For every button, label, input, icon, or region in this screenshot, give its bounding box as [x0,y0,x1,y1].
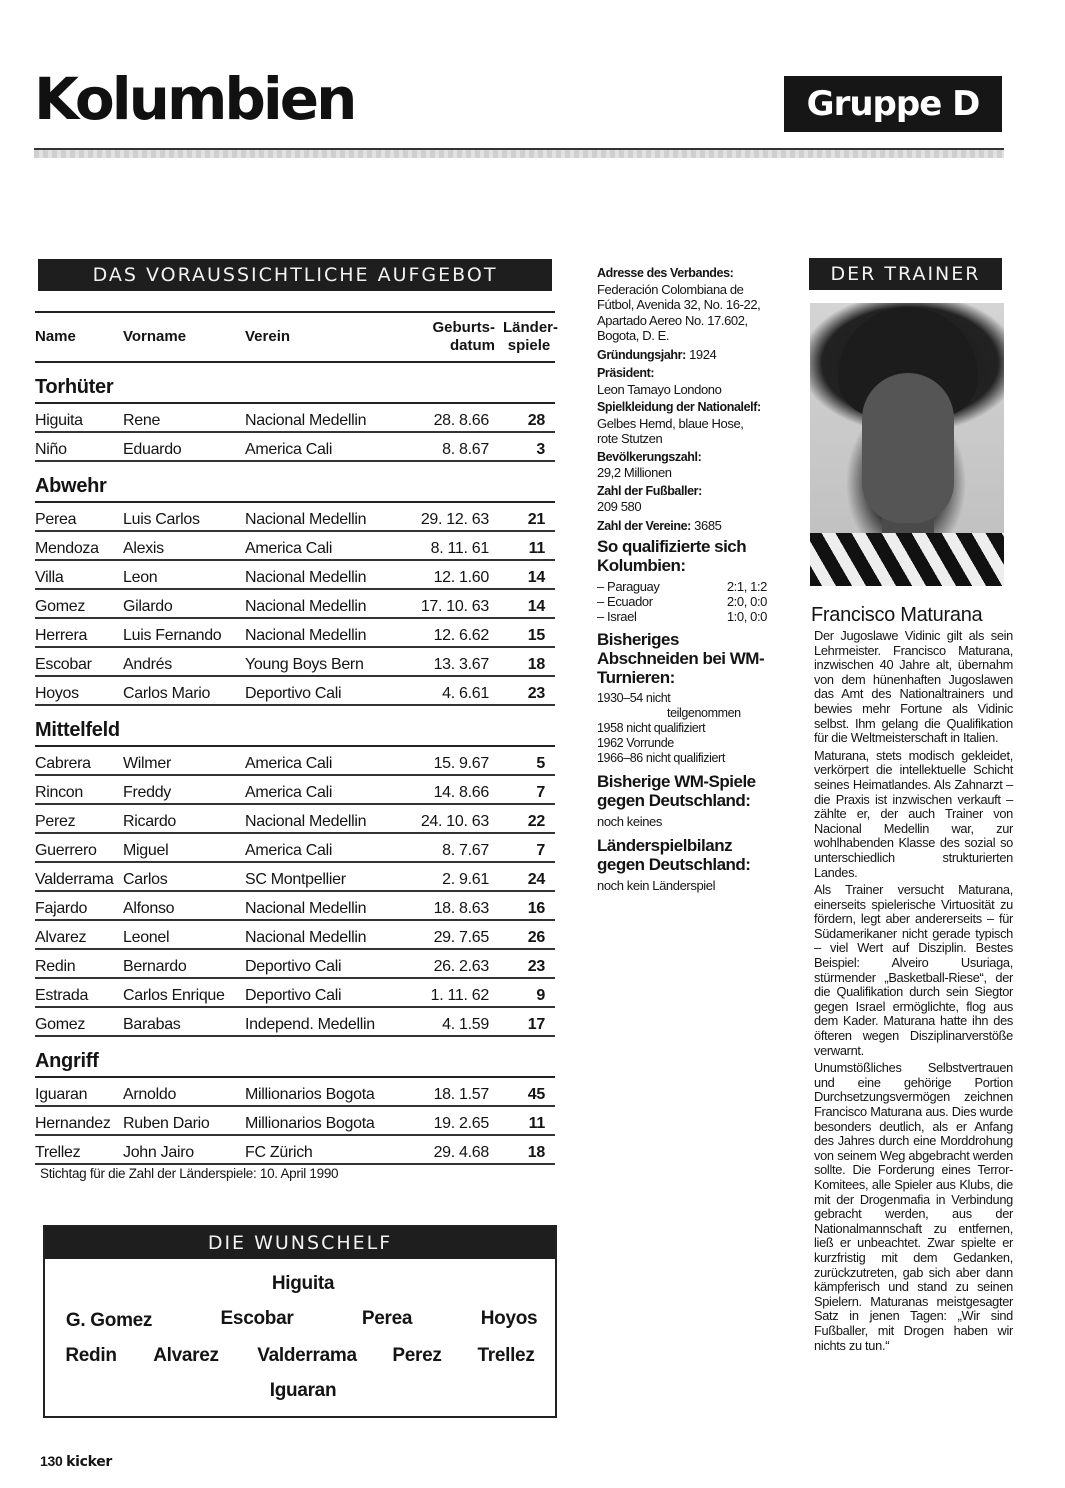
player-birthdate: 8. 7.67 [415,833,503,862]
col-laenderspiele-line2: spiele [507,337,551,354]
player-vorname: Miguel [123,833,245,862]
player-caps: 3 [503,432,555,461]
player-row [35,531,555,560]
coach-photo [810,303,1004,586]
bilanz-title: Länderspielbilanz gegen Deutschland: [597,835,751,874]
player-row [35,833,555,862]
player-row [35,891,555,920]
player-caps: 23 [503,949,555,978]
player-name: Herrera [35,618,123,647]
player-caps: 22 [503,804,555,833]
group-badge: Gruppe D [784,76,1002,132]
player-name: Redin [35,949,123,978]
player-row [35,978,555,1007]
qualification-result: 2:0, 0:0 [726,594,767,609]
player-club: SC Montpellier [245,862,415,891]
player-vorname: Alexis [123,531,245,560]
qualification-row [597,594,767,609]
player-row [35,432,555,461]
player-name: Iguaran [35,1077,123,1106]
player-name: Trellez [35,1135,123,1164]
player-club: Nacional Medellin [245,920,415,949]
player-caps: 11 [503,1106,555,1135]
player-vorname: Carlos [123,862,245,891]
col-geburtsdatum-line2: datum [450,337,495,354]
player-birthdate: 2. 9.61 [415,862,503,891]
squad-banner: DAS VORAUSSICHTLICHE AUFGEBOT [38,259,552,291]
wunschelf-midfielder: Perez [392,1345,442,1366]
player-caps: 21 [503,502,555,531]
address-value: Federación Colombiana de Fútbol, Avenida 32, No. 16-22, Apartado Aereo No. 17.602, Bogota, D. E. [597,281,761,343]
squad-section-title: Mittelfeld [35,705,555,746]
wunschelf-banner: DIE WUNSCHELF [45,1227,555,1259]
qualification-row [597,579,767,594]
history-title: Bisheriges Abschneiden bei WM-Turnieren: [597,630,765,687]
col-name: Name [35,312,123,362]
president-value: Leon Tamayo Londono [597,381,722,397]
player-club: America Cali [245,531,415,560]
footballers-label: Zahl der Fußballer: [597,483,702,498]
player-name: Hoyos [35,676,123,705]
player-birthdate: 29. 7.65 [415,920,503,949]
squad-section-row [35,461,555,502]
player-birthdate: 29. 12. 63 [415,502,503,531]
history-item: 1958 nicht qualifiziert [597,721,706,735]
player-vorname: Carlos Enrique [123,978,245,1007]
player-row [35,1007,555,1036]
col-laenderspiele-line1: Länder- [503,319,559,336]
player-birthdate: 12. 1.60 [415,560,503,589]
player-birthdate: 18. 8.63 [415,891,503,920]
player-birthdate: 17. 10. 63 [415,589,503,618]
squad-header-row [35,312,555,362]
player-birthdate: 28. 8.66 [415,403,503,432]
player-row [35,589,555,618]
player-vorname: Wilmer [123,746,245,775]
vs-germany-value: noch keines [597,814,662,829]
player-club: Deportivo Cali [245,949,415,978]
player-name: Gomez [35,589,123,618]
player-caps: 45 [503,1077,555,1106]
player-vorname: Luis Carlos [123,502,245,531]
player-birthdate: 1. 11. 62 [415,978,503,1007]
squad-section-row [35,705,555,746]
founded-label: Gründungsjahr: [597,347,686,362]
squad-note: Stichtag für die Zahl der Länderspiele: 10. April 1990 [40,1166,339,1181]
player-caps: 15 [503,618,555,647]
coach-article [814,629,1013,1356]
player-caps: 28 [503,403,555,432]
player-caps: 26 [503,920,555,949]
player-row [35,618,555,647]
player-club: America Cali [245,833,415,862]
clubs-label: Zahl der Vereine: [597,518,691,533]
coach-paragraph: Unumstößliches Selbstvertrauen und eine gehörige Portion Durchsetzungsvermögen zeichnen Francisco Maturana aus. Dies wurde besonders deutlich, als er Anfang des Jahres durch eine Morddrohung von seinem Weg abgebracht werden sollte. Die Forderung eines Terror-Komitees, alle Spieler aus Klubs, die mit der Drogenmafia in Verbindung gebracht werden, aus der Nationalmannschaft zu entfernen, ließ er unbeachtet. Zwar spielte er kurzfristig mit dem Gedanken, zurückzutreten, gab sich aber dann kämpferisch und stand zu seinen Spielern. Maturanas meistgesagter Satz in jenen Tagen: „Wir sind Fußballer, mit Drogen haben wir nichts zu tun.“ [814,1060,1013,1353]
player-birthdate: 12. 6.62 [415,618,503,647]
player-club: Millionarios Bogota [245,1077,415,1106]
federation-info [597,266,767,896]
player-club: Young Boys Bern [245,647,415,676]
player-birthdate: 8. 11. 61 [415,531,503,560]
president-label: Präsident: [597,366,655,380]
founded-value: 1924 [689,346,717,362]
player-name: Higuita [35,403,123,432]
player-vorname: Rene [123,403,245,432]
player-club: Nacional Medellin [245,804,415,833]
player-row [35,746,555,775]
player-caps: 18 [503,1135,555,1164]
player-name: Guerrero [35,833,123,862]
player-club: Nacional Medellin [245,589,415,618]
player-birthdate: 13. 3.67 [415,647,503,676]
player-club: FC Zürich [245,1135,415,1164]
wunschelf-midfielder: Redin [65,1345,117,1366]
player-club: Nacional Medellin [245,891,415,920]
player-vorname: Luis Fernando [123,618,245,647]
player-name: Mendoza [35,531,123,560]
trainer-banner: DER TRAINER [809,258,1002,290]
coach-paragraph: Maturana, stets modisch gekleidet, verkörpert die intellektuelle Schicht seines Heimatlandes. Als Zahnarzt – die Praxis ist inzwischen verkauft – zählte er, der auch Trainer von Nacional Medellin war, zur wohlhabenden Klasse des sozial so unterschiedlich strukturierten Landes. [814,747,1013,880]
player-row [35,502,555,531]
wunschelf-striker: Iguaran [269,1380,337,1401]
player-vorname: Alfonso [123,891,245,920]
population-value: 29,2 Millionen [597,465,672,480]
player-vorname: John Jairo [123,1135,245,1164]
col-geburtsdatum [415,312,503,362]
title-rule [34,148,1004,158]
player-row [35,647,555,676]
player-birthdate: 24. 10. 63 [415,804,503,833]
qualification-list [597,579,767,624]
player-club: Nacional Medellin [245,618,415,647]
player-caps: 16 [503,891,555,920]
player-caps: 24 [503,862,555,891]
player-vorname: Barabas [123,1007,245,1036]
player-name: Cabrera [35,746,123,775]
player-row [35,1135,555,1164]
player-name: Escobar [35,647,123,676]
page-footer [40,1453,112,1470]
player-vorname: Leonel [123,920,245,949]
qualification-result: 2:1, 1:2 [726,579,767,594]
player-club: Deportivo Cali [245,676,415,705]
player-club: Independ. Medellin [245,1007,415,1036]
history-item: 1930–54 nicht [597,691,671,705]
player-vorname: Ricardo [123,804,245,833]
player-club: America Cali [245,432,415,461]
qualification-team: – Paraguay [597,579,660,594]
footballers-value: 209 580 [597,499,642,514]
history-item: 1966–86 nicht qualifiziert [597,751,725,765]
page-number: 130 [40,1453,63,1469]
kit-label: Spielkleidung der Nationalelf: [597,400,761,414]
player-name: Hernandez [35,1106,123,1135]
col-geburtsdatum-line1: Geburts- [432,319,495,336]
player-club: America Cali [245,746,415,775]
wunschelf-defender: G. Gomez [65,1310,153,1331]
player-vorname: Eduardo [123,432,245,461]
wunschelf-goalkeeper: Higuita [271,1273,335,1294]
squad-section-row [35,362,555,403]
player-club: Millionarios Bogota [245,1106,415,1135]
player-name: Rincon [35,775,123,804]
player-birthdate: 4. 6.61 [415,676,503,705]
address-label: Adresse des Verbandes: [597,266,734,280]
qualification-row [597,609,767,624]
player-name: Estrada [35,978,123,1007]
player-row [35,1077,555,1106]
bilanz-value: noch kein Länderspiel [597,877,716,893]
history-item: 1962 Vorrunde [597,736,674,750]
squad-section-title: Torhüter [35,362,555,403]
player-row [35,949,555,978]
player-vorname: Freddy [123,775,245,804]
page-title: Kolumbien [34,65,355,133]
player-vorname: Ruben Dario [123,1106,245,1135]
player-name: Perea [35,502,123,531]
wunschelf-midfielder: Trellez [477,1345,535,1366]
col-verein: Verein [245,312,415,362]
wunschelf-midfielder: Alvarez [153,1345,219,1366]
player-birthdate: 18. 1.57 [415,1077,503,1106]
wunschelf-midfielder: Valderrama [257,1345,357,1366]
magazine-name: kicker [66,1454,113,1470]
wunschelf-box [43,1225,557,1418]
player-caps: 5 [503,746,555,775]
player-caps: 7 [503,775,555,804]
player-club: America Cali [245,775,415,804]
player-birthdate: 26. 2.63 [415,949,503,978]
player-row [35,804,555,833]
player-birthdate: 14. 8.66 [415,775,503,804]
player-club: Deportivo Cali [245,978,415,1007]
player-row [35,920,555,949]
history-item: teilgenommen [667,706,741,720]
col-vorname: Vorname [123,312,245,362]
squad-table [35,311,559,1165]
player-caps: 23 [503,676,555,705]
player-club: Nacional Medellin [245,403,415,432]
col-laenderspiele [503,312,559,362]
player-caps: 18 [503,647,555,676]
history-list [597,691,767,766]
player-name: Gomez [35,1007,123,1036]
player-name: Valderrama [35,862,123,891]
qualification-result: 1:0, 0:0 [726,609,767,624]
wunschelf-defender: Perea [361,1308,413,1329]
player-row [35,862,555,891]
player-birthdate: 15. 9.67 [415,746,503,775]
player-club: Nacional Medellin [245,502,415,531]
squad-section-row [35,1036,555,1077]
kit-value: Gelbes Hemd, blaue Hose, rote Stutzen [597,415,744,446]
player-club: Nacional Medellin [245,560,415,589]
squad-section-title: Abwehr [35,461,555,502]
player-name: Niño [35,432,123,461]
player-caps: 17 [503,1007,555,1036]
player-birthdate: 29. 4.68 [415,1135,503,1164]
qualification-title: So qualifizierte sich Kolumbien: [597,537,747,575]
player-name: Fajardo [35,891,123,920]
player-caps: 14 [503,560,555,589]
wunschelf-defender: Escobar [220,1308,294,1329]
player-birthdate: 19. 2.65 [415,1106,503,1135]
clubs-value: 3685 [694,517,722,533]
player-vorname: Andrés [123,647,245,676]
player-row [35,676,555,705]
player-row [35,560,555,589]
population-label: Bevölkerungszahl: [597,449,702,464]
player-vorname: Leon [123,560,245,589]
coach-paragraph: Der Jugoslawe Vidinic gilt als sein Lehrmeister. Francisco Maturana, inzwischen 40 Jahre alt, übernahm von dem hünenhaften Jugoslawen das Amt des Nationaltrainers und bewies mehr Fortune als Vidinic selbst. Ihm gelang die Qualifikation für die Weltmeisterschaft in Italien. [814,628,1013,746]
qualification-team: – Israel [597,609,637,624]
player-caps: 14 [503,589,555,618]
player-name: Alvarez [35,920,123,949]
player-vorname: Bernardo [123,949,245,978]
player-row [35,775,555,804]
player-name: Villa [35,560,123,589]
player-vorname: Arnoldo [123,1077,245,1106]
player-caps: 9 [503,978,555,1007]
player-caps: 11 [503,531,555,560]
player-name: Perez [35,804,123,833]
player-row [35,1106,555,1135]
player-caps: 7 [503,833,555,862]
coach-paragraph: Als Trainer versucht Maturana, einerseits spielerische Virtuosität zu fördern, legt aber andererseits – für Südamerikaner nicht gerade typisch – viel Wert auf Disziplin. Bestes Beispiel: Alveiro Usuriaga, stürmender „Basketball-Riese“, der die Qualifikation durch sein Siegtor gegen Israel ermöglichte, flog aus dem Kader. Maturana hatte ihn des öfteren wegen Disziplinarverstöße verwarnt. [814,882,1013,1058]
qualification-team: – Ecuador [597,594,653,609]
player-row [35,403,555,432]
vs-germany-title: Bisherige WM-Spiele gegen Deutschland: [597,772,756,810]
player-vorname: Gilardo [123,589,245,618]
player-vorname: Carlos Mario [123,676,245,705]
wunschelf-defender: Hoyos [480,1308,538,1329]
coach-name: Francisco Maturana [811,604,983,626]
squad-section-title: Angriff [35,1036,555,1077]
player-birthdate: 4. 1.59 [415,1007,503,1036]
player-birthdate: 8. 8.67 [415,432,503,461]
